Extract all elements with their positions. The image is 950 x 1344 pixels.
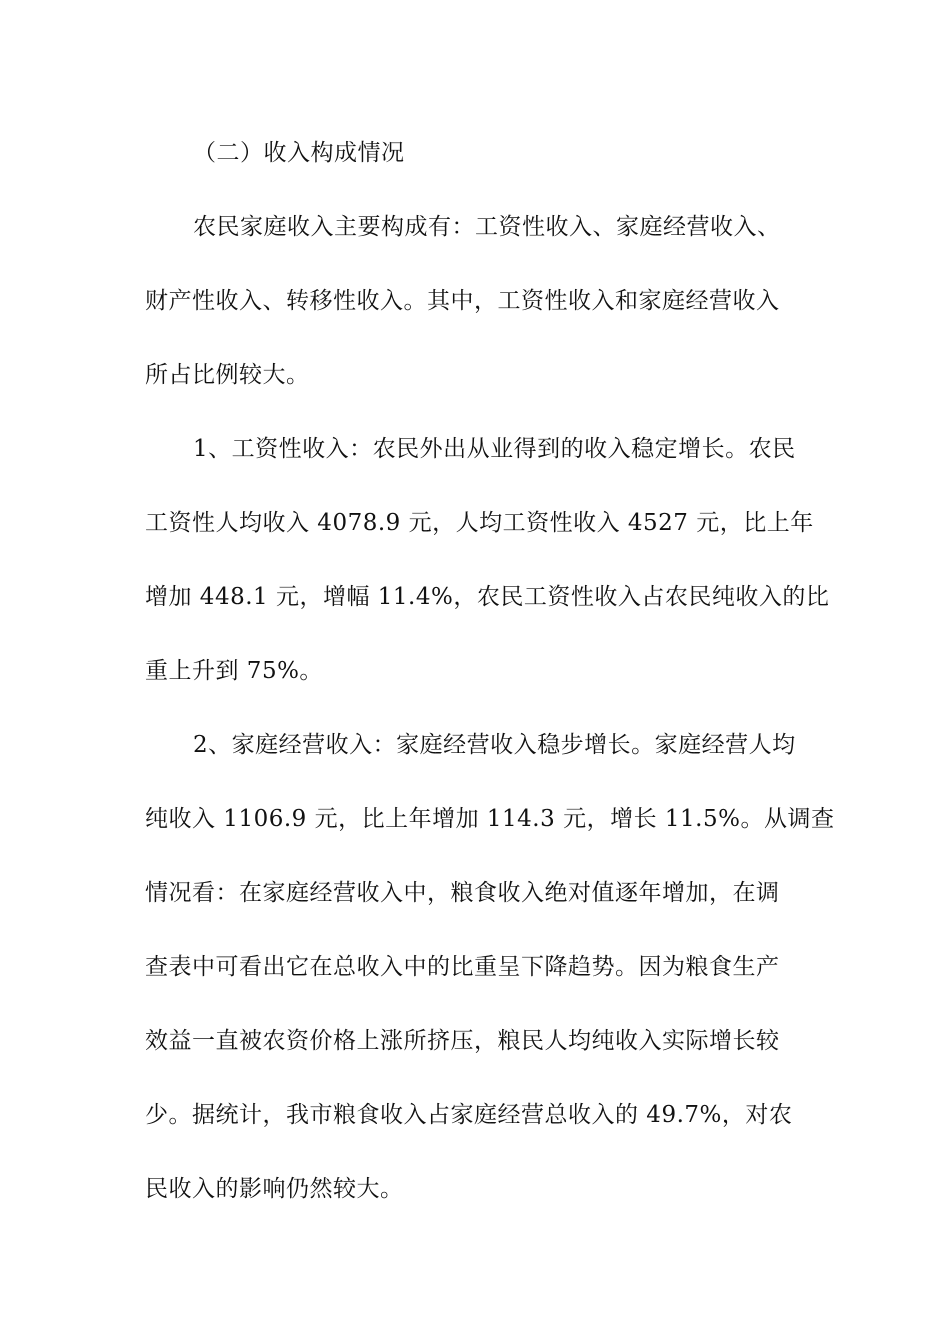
paragraph-line: 2、家庭经营收入：家庭经营收入稳步增长。家庭经营人均 bbox=[193, 732, 796, 758]
paragraph-line: 纯收入 1106.9 元，比上年增加 114.3 元，增长 11.5%。从调查 bbox=[145, 806, 835, 832]
paragraph-line: 1、工资性收入：农民外出从业得到的收入稳定增长。农民 bbox=[193, 436, 796, 462]
paragraph-line: 效益一直被农资价格上涨所挤压，粮民人均纯收入实际增长较 bbox=[145, 1028, 780, 1054]
paragraph-line: 民收入的影响仍然较大。 bbox=[145, 1176, 404, 1202]
paragraph-line: 情况看：在家庭经营收入中，粮食收入绝对值逐年增加，在调 bbox=[145, 880, 780, 906]
section-heading: （二）收入构成情况 bbox=[193, 140, 405, 166]
paragraph-line: 重上升到 75%。 bbox=[145, 658, 323, 684]
paragraph-line: 财产性收入、转移性收入。其中，工资性收入和家庭经营收入 bbox=[145, 288, 780, 314]
paragraph-line: 工资性人均收入 4078.9 元，人均工资性收入 4527 元，比上年 bbox=[145, 510, 814, 536]
paragraph-line: 少。据统计，我市粮食收入占家庭经营总收入的 49.7%，对农 bbox=[145, 1102, 793, 1128]
paragraph-line: 农民家庭收入主要构成有：工资性收入、家庭经营收入、 bbox=[193, 214, 781, 240]
paragraph-line: 增加 448.1 元，增幅 11.4%，农民工资性收入占农民纯收入的比 bbox=[145, 584, 830, 610]
paragraph-line: 所占比例较大。 bbox=[145, 362, 310, 388]
paragraph-line: 查表中可看出它在总收入中的比重呈下降趋势。因为粮食生产 bbox=[145, 954, 780, 980]
